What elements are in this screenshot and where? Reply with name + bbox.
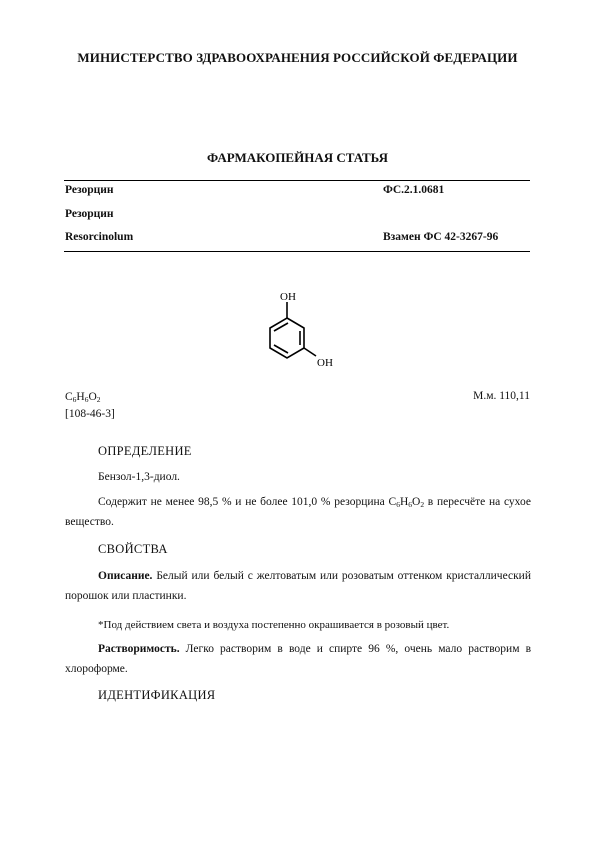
section-heading-identification: ИДЕНТИФИКАЦИЯ	[98, 688, 216, 702]
solubility-paragraph: Растворимость. Легко растворим в воде и спирте 96 %, очень мало растворим в хлороформе.	[65, 643, 531, 675]
article-type-title: ФАРМАКОПЕЙНАЯ СТАТЬЯ	[207, 150, 388, 165]
definition-content-paragraph: Содержит не менее 98,5 % и не более 101,0 % резорцина $C_6H_6O_2$ в пересчёте на сухое вещество.	[65, 496, 531, 528]
solubility-label: Растворимость.	[98, 643, 180, 655]
description-paragraph: Описание. Белый или белый с желтоватым или розоватым оттенком кристаллический порошок или пластинки.	[65, 570, 531, 602]
light-sensitivity-note: *Под действием света и воздуха постепенно окрашивается в розовый цвет.	[98, 619, 450, 631]
oh-bond-right	[304, 348, 316, 356]
cas-number: [108-46-3]	[65, 408, 115, 420]
molecular-formula-block	[65, 390, 115, 422]
benzene-ring	[270, 302, 316, 358]
section-heading-definition: ОПРЕДЕЛЕНИЕ	[98, 444, 192, 458]
monograph-name-lat: Resorcinolum	[65, 231, 134, 243]
description-label: Описание.	[98, 570, 153, 582]
definition-chemical-name: Бензол-1,3-диол.	[98, 471, 180, 483]
ministry-title: МИНИСТЕРСТВО ЗДРАВООХРАНЕНИЯ РОССИЙСКОЙ ФЕДЕРАЦИИ	[77, 50, 518, 65]
oh-label-top: OH	[280, 291, 296, 303]
molecular-weight: М.м. 110,11	[473, 390, 530, 402]
monograph-name-ru-2: Резорцин	[65, 208, 114, 220]
molecular-formula: $C_6H_6O_2$	[65, 391, 101, 404]
monograph-replaces: Взамен ФС 42-3267-96	[383, 231, 499, 243]
monograph-code: ФС.2.1.0681	[383, 184, 445, 196]
oh-label-right: OH	[317, 357, 333, 369]
header-rule-bottom	[64, 251, 530, 252]
header-rule-top	[64, 180, 530, 181]
resorcinol-structure	[250, 285, 350, 375]
monograph-name-ru: Резорцин	[65, 184, 114, 196]
section-heading-properties: СВОЙСТВА	[98, 542, 168, 556]
